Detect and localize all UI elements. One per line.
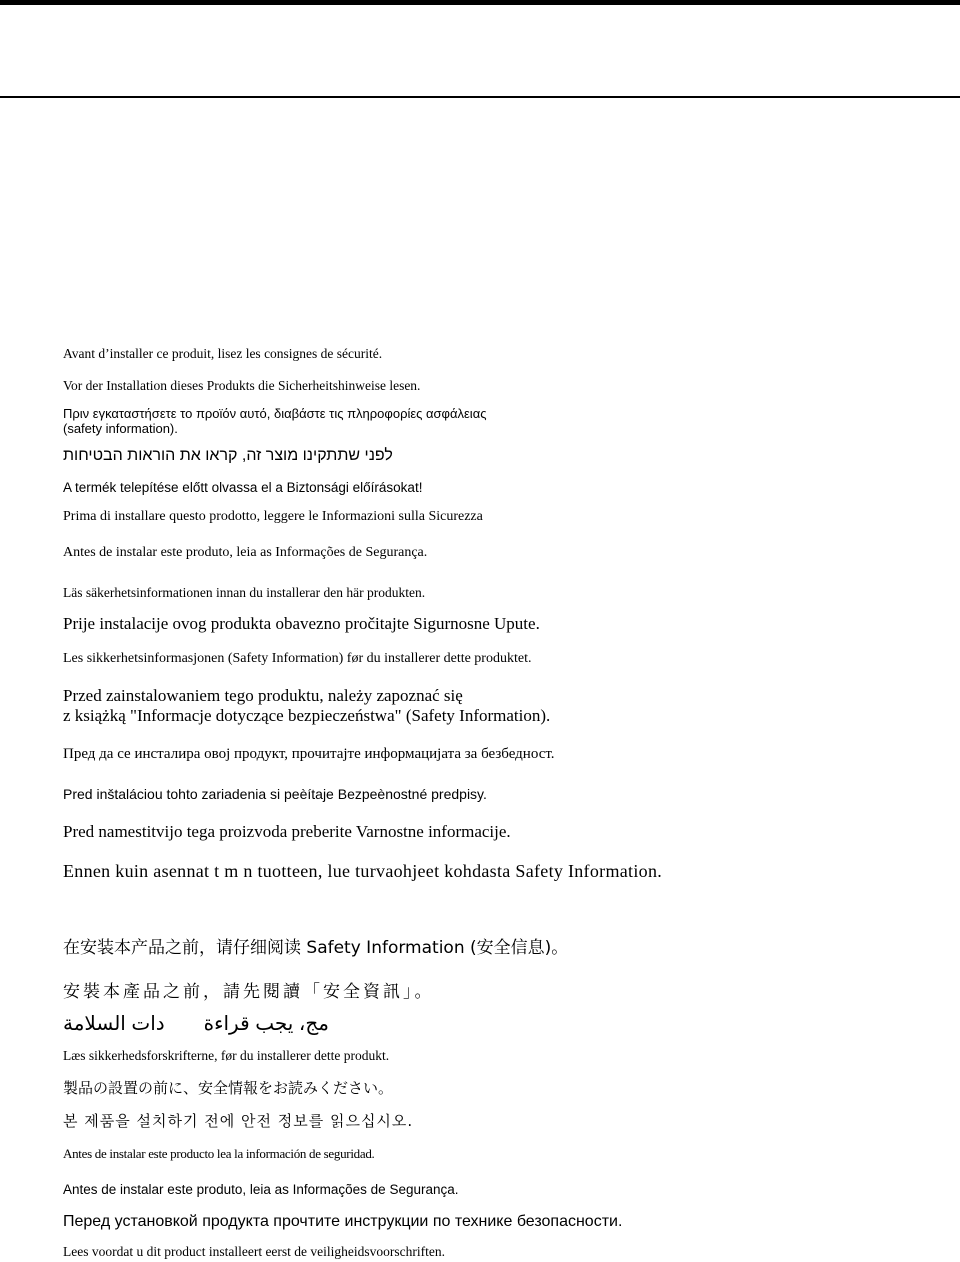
safety-notice-chinese-simplified: 在安装本产品之前，请仔细阅读 Safety Information (安全信息)。 bbox=[63, 938, 569, 958]
safety-notice-portuguese-br: Antes de instalar este produto, leia as Informações de Segurança. bbox=[63, 545, 428, 560]
safety-notice-finnish: Ennen kuin asennat t m n tuotteen, lue turvaohjeet kohdasta Safety Information. bbox=[63, 861, 663, 881]
safety-notice-slovak: Pred inštaláciou tohto zariadenia si peèítaje Bezpeènostné predpisy. bbox=[63, 786, 487, 802]
safety-notice-croatian: Prije instalacije ovog produkta obavezno pročitajte Sigurnosne Upute. bbox=[63, 614, 540, 633]
header-rule bbox=[0, 96, 960, 98]
safety-notice-danish: Læs sikkerhedsforskrifterne, før du installerer dette produkt. bbox=[63, 1048, 390, 1063]
safety-notice-russian: Перед установкой продукта прочтите инструкции по технике безопасности. bbox=[63, 1213, 623, 1230]
safety-notice-greek-line1: Πριν εγκαταστήσετε το προϊόν αυτό, διαβάστε τις πληροφορίες ασφάλειας bbox=[63, 406, 487, 421]
safety-notice-swedish: Läs säkerhetsinformationen innan du installerar den här produkten. bbox=[63, 585, 426, 600]
safety-notice-korean: 본 제품을 설치하기 전에 안전 정보를 읽으십시오. bbox=[63, 1112, 414, 1130]
safety-notice-polish-line1: Przed zainstalowaniem tego produktu, należy zapoznać się bbox=[63, 686, 463, 705]
safety-notice-slovenian: Pred namestitvijo tega proizvoda preberite Varnostne informacije. bbox=[63, 822, 511, 841]
safety-notice-italian: Prima di installare questo prodotto, leggere le Informazioni sulla Sicurezza bbox=[63, 509, 483, 524]
safety-notice-polish-line2: z książką "Informacje dotyczące bezpieczeństwa" (Safety Information). bbox=[63, 706, 551, 725]
safety-notice-spanish: Antes de instalar este producto lea la información de seguridad. bbox=[63, 1146, 375, 1161]
safety-notice-norwegian: Les sikkerhetsinformasjonen (Safety Information) før du installerer dette produktet. bbox=[63, 651, 532, 666]
safety-notice-german: Vor der Installation dieses Produkts die Sicherheitshinweise lesen. bbox=[63, 378, 421, 393]
safety-notice-hungarian: A termék telepítése előtt olvassa el a Biztonsági előírásokat! bbox=[63, 480, 423, 495]
safety-notice-japanese: 製品の設置の前に、安全情報をお読みください。 bbox=[63, 1079, 394, 1097]
safety-notice-chinese-traditional: 安裝本產品之前，請先閱讀「安全資訊」。 bbox=[63, 982, 435, 1002]
safety-notice-hebrew: לפני שתתקינו מוצר זה, קראו את הוראות הבטיחות bbox=[63, 447, 393, 464]
safety-notice-french: Avant d’installer ce produit, lisez les consignes de sécurité. bbox=[63, 346, 383, 361]
safety-notice-greek-line2: (safety information). bbox=[63, 421, 178, 436]
safety-notice-macedonian: Пред да се инсталира овој продукт, прочитајте информацијата за безбедност. bbox=[63, 746, 555, 762]
safety-notice-dutch: Lees voordat u dit product installeert eerst de veiligheidsvoorschriften. bbox=[63, 1244, 446, 1259]
top-rule bbox=[0, 0, 960, 5]
safety-notice-portuguese: Antes de instalar este produto, leia as Informações de Segurança. bbox=[63, 1182, 459, 1197]
safety-notice-arabic: مج، يجب قراءة دات السلامة bbox=[63, 1013, 329, 1035]
